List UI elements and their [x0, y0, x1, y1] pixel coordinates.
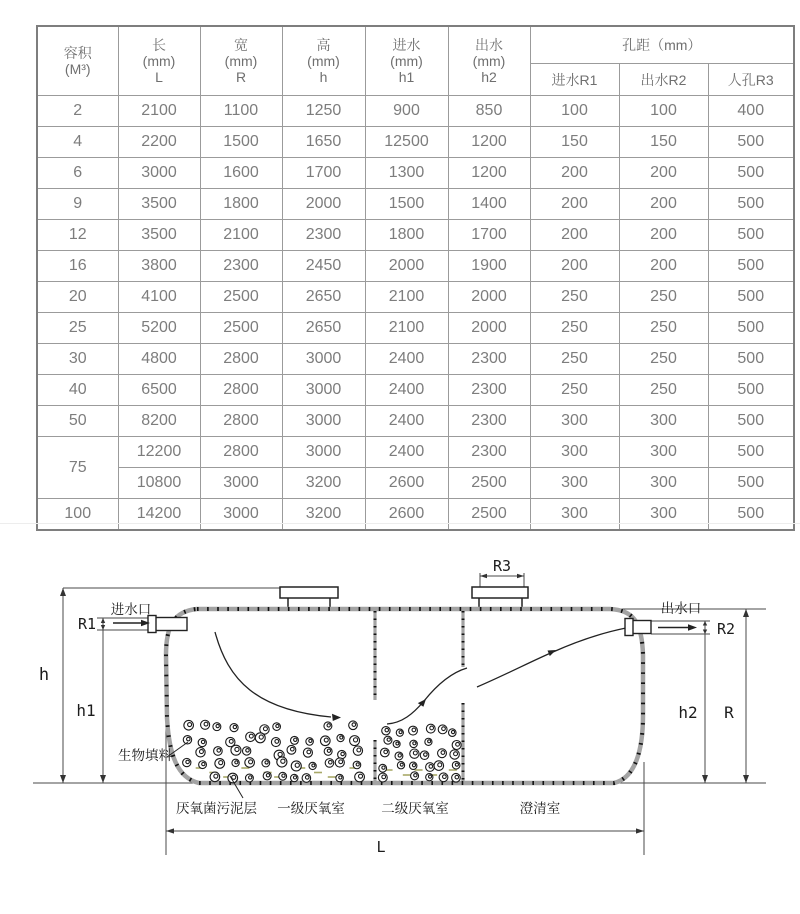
- table-cell: 500: [708, 313, 794, 344]
- col-header-hole-distance: 孔距（mm）: [530, 26, 794, 64]
- table-row: [37, 158, 794, 189]
- volume-cell: 40: [37, 375, 118, 406]
- inlet-flow-arrow: [113, 620, 150, 626]
- volume-cell: 100: [37, 499, 118, 531]
- table-cell: 100: [619, 96, 708, 127]
- table-cell: 2200: [118, 127, 200, 158]
- table-cell: 2000: [282, 189, 365, 220]
- chamber1-label: 一级厌氧室: [277, 801, 345, 816]
- table-cell: 300: [619, 499, 708, 531]
- table-cell: 200: [530, 158, 619, 189]
- table-cell: 200: [530, 189, 619, 220]
- volume-cell: 50: [37, 406, 118, 437]
- table-cell: 3000: [282, 437, 365, 468]
- table-cell: 500: [708, 499, 794, 531]
- volume-cell: 75: [37, 437, 118, 499]
- table-cell: 300: [530, 437, 619, 468]
- col-header-manhole-r3: 人孔R3: [708, 64, 794, 96]
- table-cell: 1700: [282, 158, 365, 189]
- table-cell: 200: [530, 251, 619, 282]
- header-symbol: h: [319, 69, 328, 85]
- table-cell: 4100: [118, 282, 200, 313]
- table-cell: 2400: [365, 406, 448, 437]
- outlet-pipe: [625, 619, 651, 636]
- dim-L: L: [376, 838, 386, 856]
- dim-h2: h2: [678, 703, 698, 722]
- table-cell: 250: [530, 313, 619, 344]
- header-symbol: L: [155, 69, 163, 85]
- table-cell: 8200: [118, 406, 200, 437]
- section-divider: [0, 523, 800, 524]
- table-cell: 250: [619, 344, 708, 375]
- table-cell: 2100: [365, 282, 448, 313]
- table-row: [37, 499, 794, 531]
- table-cell: 2600: [365, 468, 448, 499]
- table-cell: 2000: [448, 313, 530, 344]
- table-cell: 1800: [200, 189, 282, 220]
- header-symbol: h1: [398, 69, 415, 85]
- table-cell: 12500: [365, 127, 448, 158]
- table-cell: 500: [708, 437, 794, 468]
- table-cell: 400: [708, 96, 794, 127]
- table-cell: 1200: [448, 127, 530, 158]
- header-unit: (mm): [224, 53, 258, 69]
- table-cell: 500: [708, 220, 794, 251]
- header-title: 宽: [234, 37, 248, 53]
- table-cell: 3000: [118, 158, 200, 189]
- table-cell: 2300: [448, 344, 530, 375]
- table-cell: 2000: [365, 251, 448, 282]
- table-row: [37, 375, 794, 406]
- volume-cell: 6: [37, 158, 118, 189]
- table-cell: 3200: [282, 499, 365, 531]
- header-title: 进水: [392, 37, 421, 53]
- table-cell: 1300: [365, 158, 448, 189]
- header-symbol: h2: [481, 69, 497, 85]
- table-cell: 250: [530, 344, 619, 375]
- table-cell: 1500: [365, 189, 448, 220]
- table-cell: 2300: [448, 375, 530, 406]
- table-cell: 1400: [448, 189, 530, 220]
- table-cell: 1250: [282, 96, 365, 127]
- table-cell: 2300: [282, 220, 365, 251]
- table-row: [37, 313, 794, 344]
- table-row: [37, 220, 794, 251]
- volume-cell: 9: [37, 189, 118, 220]
- header-title: 出水: [475, 37, 503, 53]
- table-cell: 2650: [282, 313, 365, 344]
- table-cell: 250: [619, 375, 708, 406]
- table-cell: 500: [708, 344, 794, 375]
- inlet-pipe: [148, 616, 187, 633]
- chamber2-label: 二级厌氧室: [381, 801, 449, 816]
- table-cell: 200: [619, 189, 708, 220]
- table-cell: 1800: [365, 220, 448, 251]
- septic-tank-diagram: [0, 540, 800, 914]
- header-unit: (mm): [142, 53, 176, 69]
- tank-shell: [166, 609, 643, 783]
- volume-cell: 4: [37, 127, 118, 158]
- table-cell: 300: [530, 406, 619, 437]
- table-cell: 6500: [118, 375, 200, 406]
- table-cell: 2450: [282, 251, 365, 282]
- table-cell: 300: [619, 406, 708, 437]
- table-cell: 200: [619, 220, 708, 251]
- outlet-label: 出水口: [660, 601, 702, 616]
- table-cell: 2400: [365, 375, 448, 406]
- table-cell: 3000: [200, 499, 282, 531]
- table-row: [37, 344, 794, 375]
- table-cell: 3200: [282, 468, 365, 499]
- col-header-inlet-r1: 进水R1: [530, 64, 619, 96]
- table-cell: 3000: [282, 344, 365, 375]
- table-cell: 250: [619, 313, 708, 344]
- dim-h1: h1: [76, 701, 96, 720]
- spec-table: [36, 25, 795, 531]
- table-cell: 2500: [448, 468, 530, 499]
- table-cell: 300: [619, 468, 708, 499]
- dim-h: h: [38, 665, 50, 685]
- table-row: [37, 96, 794, 127]
- table-row: [37, 251, 794, 282]
- table-row: [37, 282, 794, 313]
- table-cell: 150: [619, 127, 708, 158]
- col-header-width: [200, 26, 282, 96]
- table-cell: 250: [530, 282, 619, 313]
- table-cell: 4800: [118, 344, 200, 375]
- volume-cell: 30: [37, 344, 118, 375]
- outlet-flow-arrow: [658, 624, 697, 630]
- table-cell: 2400: [365, 344, 448, 375]
- table-cell: 2300: [448, 437, 530, 468]
- table-cell: 300: [530, 499, 619, 531]
- col-header-height: [282, 26, 365, 96]
- manhole-left: [280, 587, 338, 609]
- table-cell: 1700: [448, 220, 530, 251]
- table-cell: 500: [708, 127, 794, 158]
- dim-R2: R2: [717, 620, 736, 638]
- table-cell: 1500: [200, 127, 282, 158]
- table-cell: 500: [708, 282, 794, 313]
- col-header-inlet: [365, 26, 448, 96]
- table-cell: 2800: [200, 375, 282, 406]
- table-cell: 1600: [200, 158, 282, 189]
- header-unit: (mm): [307, 53, 340, 69]
- sludge-layer-label: 厌氧菌污泥层: [176, 801, 257, 816]
- dim-R1: R1: [77, 615, 96, 633]
- table-cell: 900: [365, 96, 448, 127]
- dim-R: R: [724, 703, 734, 722]
- table-cell: 200: [619, 158, 708, 189]
- table-cell: 2800: [200, 406, 282, 437]
- table-cell: 5200: [118, 313, 200, 344]
- table-cell: 10800: [118, 468, 200, 499]
- table-cell: 3500: [118, 189, 200, 220]
- table-cell: 200: [619, 251, 708, 282]
- volume-cell: 2: [37, 96, 118, 127]
- header-unit: (M³): [64, 61, 91, 77]
- table-cell: 1650: [282, 127, 365, 158]
- volume-cell: 20: [37, 282, 118, 313]
- bio-filler-label: 生物填料: [118, 748, 172, 763]
- table-cell: 1900: [448, 251, 530, 282]
- table-cell: 2650: [282, 282, 365, 313]
- table-row: [37, 468, 794, 499]
- spec-table-body: [37, 96, 794, 531]
- table-cell: 3000: [282, 375, 365, 406]
- table-cell: 1200: [448, 158, 530, 189]
- dim-R3: R3: [492, 557, 512, 575]
- table-cell: 100: [530, 96, 619, 127]
- table-row: [37, 127, 794, 158]
- table-cell: 250: [619, 282, 708, 313]
- header-title: 长: [152, 37, 166, 53]
- table-cell: 150: [530, 127, 619, 158]
- table-cell: 500: [708, 251, 794, 282]
- table-cell: 500: [708, 406, 794, 437]
- volume-cell: 12: [37, 220, 118, 251]
- table-cell: 300: [530, 468, 619, 499]
- table-cell: 2500: [448, 499, 530, 531]
- table-cell: 2100: [200, 220, 282, 251]
- table-cell: 200: [530, 220, 619, 251]
- table-cell: 500: [708, 158, 794, 189]
- inlet-label: 进水口: [110, 602, 152, 617]
- col-header-volume: [37, 26, 118, 96]
- table-cell: 2800: [200, 437, 282, 468]
- table-cell: 14200: [118, 499, 200, 531]
- table-cell: 2300: [200, 251, 282, 282]
- chamber3-label: 澄清室: [519, 801, 561, 816]
- col-header-outlet: [448, 26, 530, 96]
- volume-cell: 16: [37, 251, 118, 282]
- table-cell: 2600: [365, 499, 448, 531]
- table-row: [37, 406, 794, 437]
- table-row: [37, 437, 794, 468]
- table-cell: 250: [530, 375, 619, 406]
- table-cell: 3500: [118, 220, 200, 251]
- table-cell: 2800: [200, 344, 282, 375]
- table-cell: 2100: [365, 313, 448, 344]
- table-cell: 3000: [282, 406, 365, 437]
- table-row: [37, 189, 794, 220]
- table-cell: 2000: [448, 282, 530, 313]
- table-cell: 2500: [200, 313, 282, 344]
- table-cell: 2500: [200, 282, 282, 313]
- table-cell: 2100: [118, 96, 200, 127]
- table-cell: 850: [448, 96, 530, 127]
- header-title: 高: [316, 37, 331, 53]
- header-unit: (mm): [472, 53, 506, 69]
- table-cell: 12200: [118, 437, 200, 468]
- header-title: 容积: [63, 45, 92, 61]
- header-symbol: R: [235, 69, 247, 85]
- col-header-length: [118, 26, 200, 96]
- table-cell: 1100: [200, 96, 282, 127]
- table-cell: 2400: [365, 437, 448, 468]
- table-cell: 500: [708, 375, 794, 406]
- col-header-outlet-r2: 出水R2: [619, 64, 708, 96]
- header-unit: (mm): [390, 53, 423, 69]
- volume-cell: 25: [37, 313, 118, 344]
- table-cell: 500: [708, 189, 794, 220]
- table-cell: 300: [619, 437, 708, 468]
- table-cell: 2300: [448, 406, 530, 437]
- manhole-right: [472, 587, 528, 609]
- table-cell: 3800: [118, 251, 200, 282]
- table-cell: 500: [708, 468, 794, 499]
- table-cell: 3000: [200, 468, 282, 499]
